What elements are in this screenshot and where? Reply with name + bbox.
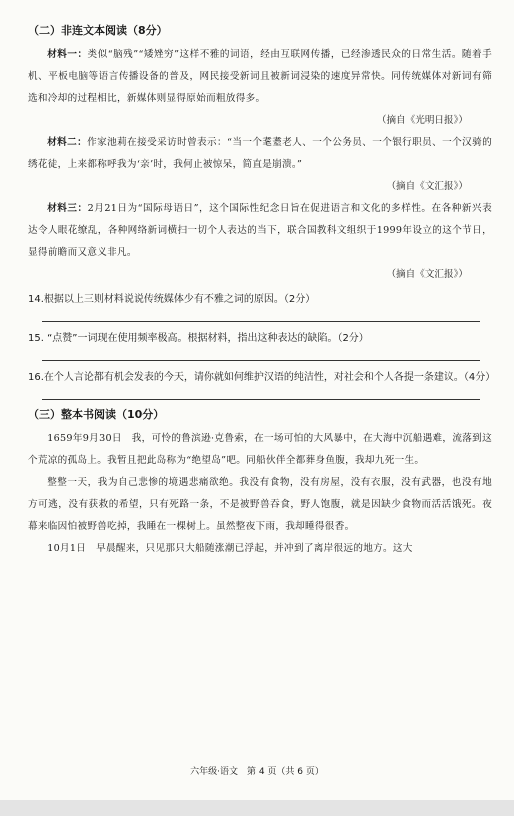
question-15: 15. “点赞”一词现在使用频率极高。根据材料，指出这种表达的缺陷。（2分） — [28, 333, 369, 344]
section-heading-whole-book: （三）整本书阅读（10分） — [28, 408, 165, 421]
question-14: 14.根据以上三则材料说说传统媒体少有不雅之词的原因。（2分） — [28, 294, 316, 305]
bottom-strip — [0, 800, 514, 816]
material-3-text: 2月21日为“国际母语日”，这个国际性纪念日旨在促进语言和文化的多样性。在各种新兴表达令人眼花缭乱，各种网络新词横扫一切个人表达的当下，联合国教科文组织于1999年设立的这个节日，显得前瞻而又意义非凡。 — [28, 203, 492, 258]
material-2-label: 材料二： — [47, 137, 88, 148]
material-3-source: （摘自《文汇报》） — [386, 269, 468, 280]
answer-line-15[interactable] — [42, 350, 480, 361]
material-1 — [28, 44, 492, 110]
material-2-text: 作家池莉在接受采访时曾表示：“当一个耄耋老人、一个公务员、一个银行职员、一个汉骑的绣花徒，上来都称呼我为‘亲’时，我何止被惊呆，简直是崩溃。” — [28, 137, 493, 170]
material-1-text: 类似“脑残”“矮矬穷”这样不雅的词语，经由互联网传播，已经渗透民众的日常生活。随着手机、平板电脑等语言传播设备的普及，网民接受新词且被新词浸染的速度异常快。同传统媒体对新词有筛选和冷却的过程相比，新媒体则显得原始而粗放得多。 — [28, 49, 492, 104]
material-1-label: 材料一： — [47, 49, 88, 60]
answer-line-16[interactable] — [42, 389, 480, 400]
diary-entry-2: 整整一天，我为自己悲惨的境遇悲痛欲绝。我没有食物，没有房屋，没有衣服，没有武器，也没有地方可逃，没有获救的希望，只有死路一条，不是被野兽吞食，野人饱腹，就是因缺少食物而活活饿死。夜幕来临因怕被野兽吃掉，我睡在一棵树上。虽然整夜下雨，我却睡得很香。 — [28, 477, 492, 532]
section-heading-nonlinear: （二）非连文本阅读（8分） — [28, 24, 168, 37]
material-2-source: （摘自《文汇报》） — [386, 181, 468, 192]
material-2 — [28, 132, 492, 176]
material-1-source: （摘自《光明日报》） — [376, 115, 468, 126]
diary-entry-1: 1659年9月30日 我，可怜的鲁滨逊·克鲁索，在一场可怕的大风暴中，在大海中沉船遇难，流落到这个荒凉的孤岛上。我暂且把此岛称为“绝望岛”吧。同船伙伴全都葬身鱼腹，我却九死一生。 — [28, 433, 492, 466]
answer-line-14[interactable] — [42, 311, 480, 322]
page-footer: 六年级·语文 第 4 页（共 6 页） — [190, 767, 324, 777]
diary-entry-3: 10月1日 早晨醒来，只见那只大船随涨潮已浮起，并冲到了离岸很远的地方。这大 — [47, 543, 413, 554]
material-3-label: 材料三： — [47, 203, 88, 214]
material-3 — [28, 198, 492, 264]
question-16: 16.在个人言论都有机会发表的今天，请你就如何维护汉语的纯洁性，对社会和个人各提一条建议。（4分） — [28, 372, 496, 383]
